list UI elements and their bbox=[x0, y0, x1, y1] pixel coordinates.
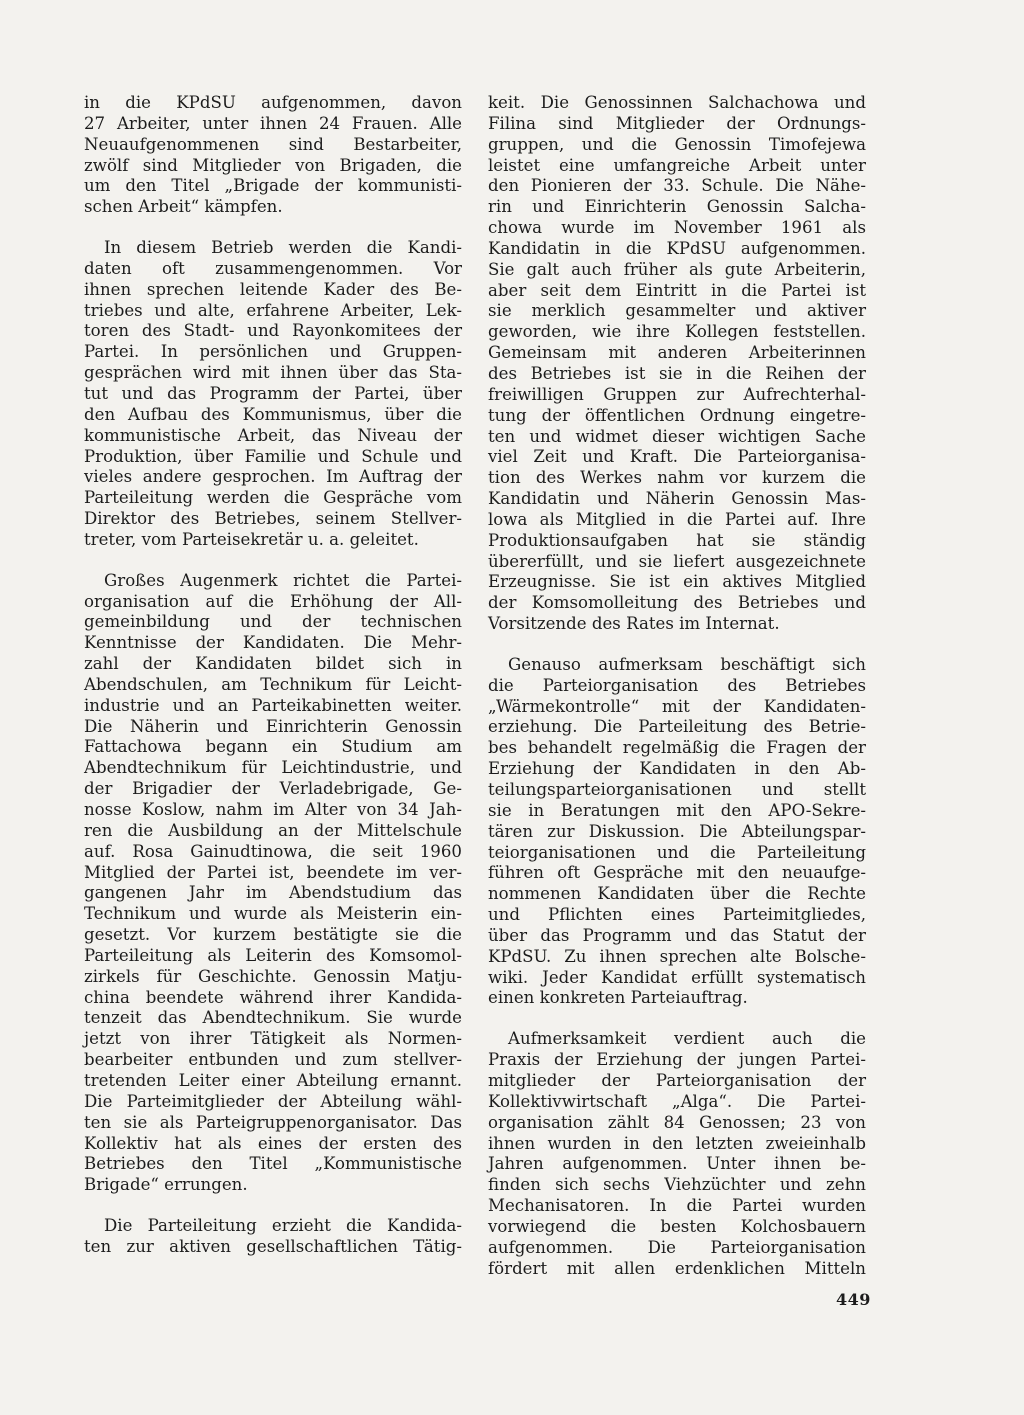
text-line: Betriebes den Titel „Kommunistische bbox=[84, 1154, 462, 1174]
text-line: wiki. Jeder Kandidat erfüllt systematisch bbox=[488, 967, 866, 987]
text-line: die Parteiorganisation des Betriebes bbox=[488, 675, 866, 695]
text-line: sie in Beratungen mit den APO-Sekre- bbox=[488, 800, 866, 820]
text-line: ihnen wurden in den letzten zweieinhalb bbox=[488, 1133, 866, 1153]
text-line: Praxis der Erziehung der jungen Partei- bbox=[488, 1050, 866, 1070]
text-line: aufgenommen. Die Parteiorganisation bbox=[488, 1237, 866, 1257]
text-line: Erziehung der Kandidaten in den Ab- bbox=[488, 759, 866, 779]
text-line: Mechanisatoren. In die Partei wurden bbox=[488, 1196, 866, 1216]
text-line: mitglieder der Parteiorganisation der bbox=[488, 1070, 866, 1090]
paragraph bbox=[84, 1216, 462, 1258]
text-line: daten oft zusammengenommen. Vor bbox=[84, 258, 462, 278]
text-line: erziehung. Die Parteileitung des Betrie- bbox=[488, 717, 866, 737]
text-line: Fattachowa begann ein Studium am bbox=[84, 737, 462, 757]
text-line: des Betriebes ist sie in die Reihen der bbox=[488, 363, 866, 383]
text-line: ten zur aktiven gesellschaftlichen Tätig- bbox=[84, 1236, 462, 1256]
text-line: Produktionsaufgaben hat sie ständig bbox=[488, 530, 866, 550]
text-line: führen oft Gespräche mit den neuaufge- bbox=[488, 863, 866, 883]
text-line: viel Zeit und Kraft. Die Parteiorganisa- bbox=[488, 447, 866, 467]
text-line: organisation zählt 84 Genossen; 23 von bbox=[488, 1112, 866, 1132]
text-line: Abendtechnikum für Leichtindustrie, und bbox=[84, 758, 462, 778]
text-line: Vorsitzende des Rates im Internat. bbox=[488, 614, 780, 634]
text-line: nommenen Kandidaten über die Rechte bbox=[488, 884, 866, 904]
paragraph bbox=[84, 238, 462, 551]
text-line: Neuaufgenommenen sind Bestarbeiter, bbox=[84, 134, 462, 154]
text-line: leistet eine umfangreiche Arbeit unter bbox=[488, 155, 866, 175]
text-line: bes behandelt regelmäßig die Fragen der bbox=[488, 738, 866, 758]
text-line: der Komsomolleitung des Betriebes und bbox=[488, 593, 866, 613]
text-line: triebes und alte, erfahrene Arbeiter, Lek- bbox=[84, 300, 462, 320]
text-line: gesetzt. Vor kurzem bestätigte sie die bbox=[84, 925, 462, 945]
text-line: gesprächen wird mit ihnen über das Sta- bbox=[84, 363, 462, 383]
text-line: tretenden Leiter einer Abteilung ernannt. bbox=[84, 1070, 462, 1090]
text-line: Die Parteimitglieder der Abteilung wähl- bbox=[84, 1091, 462, 1111]
text-line: zwölf sind Mitglieder von Brigaden, die bbox=[84, 155, 462, 175]
text-line: Produktion, über Familie und Schule und bbox=[84, 446, 462, 466]
text-line: „Wärmekontrolle“ mit der Kandidaten- bbox=[488, 696, 866, 716]
text-line: Jahren aufgenommen. Unter ihnen be- bbox=[488, 1154, 866, 1174]
text-line: vorwiegend die besten Kolchosbauern bbox=[488, 1216, 866, 1236]
text-line: der Brigadier der Verladebrigade, Ge- bbox=[84, 779, 462, 799]
text-line: industrie und an Parteikabinetten weiter. bbox=[84, 695, 462, 715]
text-line: In diesem Betrieb werden die Kandi- bbox=[104, 238, 462, 258]
text-line: organisation auf die Erhöhung der All- bbox=[84, 591, 462, 611]
text-line: Kollektiv hat als eines der ersten des bbox=[84, 1133, 462, 1153]
text-line: tung der öffentlichen Ordnung eingetre- bbox=[488, 405, 866, 425]
paragraph bbox=[488, 93, 866, 635]
text-line: lowa als Mitglied in die Partei auf. Ihre bbox=[488, 509, 866, 529]
text-line: Aufmerksamkeit verdient auch die bbox=[508, 1029, 866, 1049]
text-line: keit. Die Genossinnen Salchachowa und bbox=[488, 93, 866, 112]
text-line: gemeinbildung und der technischen bbox=[84, 612, 462, 632]
text-line: nosse Koslow, nahm im Alter von 34 Jah- bbox=[84, 800, 462, 819]
text-line: und Pflichten eines Parteimitgliedes, bbox=[488, 905, 866, 925]
text-line: 27 Arbeiter, unter ihnen 24 Frauen. Alle bbox=[84, 113, 462, 133]
text-line: kommunistische Arbeit, das Niveau der bbox=[84, 425, 462, 445]
text-line: auf. Rosa Gainudtinowa, die seit 1960 bbox=[84, 841, 462, 861]
text-line: treter, vom Parteisekretär u. a. geleitet. bbox=[84, 529, 419, 549]
text-line: den Pionieren der 33. Schule. Die Nähe- bbox=[488, 176, 866, 196]
text-line: schen Arbeit“ kämpfen. bbox=[84, 197, 283, 217]
text-line: Kandidatin in die KPdSU aufgenommen. bbox=[488, 238, 866, 258]
text-line: aber seit dem Eintritt in die Partei ist bbox=[488, 280, 866, 300]
text-line: freiwilligen Gruppen zur Aufrechterhal- bbox=[488, 384, 866, 404]
paragraph bbox=[488, 655, 866, 1009]
text-line: ten sie als Parteigruppenorganisator. Das bbox=[84, 1112, 462, 1132]
paragraph bbox=[84, 571, 462, 1196]
text-line: finden sich sechs Viehzüchter und zehn bbox=[488, 1175, 866, 1195]
text-line: chowa wurde im November 1961 als bbox=[488, 218, 866, 238]
text-line: den Aufbau des Kommunismus, über die bbox=[84, 404, 462, 424]
text-line: rin und Einrichterin Genossin Salcha- bbox=[488, 197, 866, 217]
text-line: zirkels für Geschichte. Genossin Matju- bbox=[84, 966, 462, 986]
text-line: sie merklich gesammelter und aktiver bbox=[488, 301, 866, 321]
text-line: Sie galt auch früher als gute Arbeiterin, bbox=[488, 259, 866, 279]
text-line: in die KPdSU aufgenommen, davon bbox=[84, 93, 462, 112]
text-line: Die Parteileitung erzieht die Kandida- bbox=[104, 1216, 462, 1236]
text-line: vieles andere gesprochen. Im Auftrag der bbox=[84, 467, 462, 487]
text-line: Direktor des Betriebes, seinem Stellver- bbox=[84, 509, 462, 529]
text-line: Partei. In persönlichen und Gruppen- bbox=[84, 342, 462, 362]
right-column bbox=[488, 93, 866, 1299]
text-line: tut und das Programm der Partei, über bbox=[84, 383, 462, 403]
text-line: um den Titel „Brigade der kommunisti- bbox=[84, 176, 462, 196]
text-line: geworden, wie ihre Kollegen feststellen. bbox=[488, 322, 866, 342]
text-line: ten und widmet dieser wichtigen Sache bbox=[488, 426, 866, 446]
text-line: tenzeit das Abendtechnikum. Sie wurde bbox=[84, 1008, 462, 1028]
text-line: einen konkreten Parteiauftrag. bbox=[488, 988, 748, 1008]
text-line: teiorganisationen und die Parteileitung bbox=[488, 842, 866, 862]
text-line: tären zur Diskussion. Die Abteilungspar- bbox=[488, 821, 866, 841]
text-line: Gemeinsam mit anderen Arbeiterinnen bbox=[488, 343, 866, 363]
text-line: über das Programm und das Statut der bbox=[488, 925, 866, 945]
text-line: Kollektivwirtschaft „Alga“. Die Partei- bbox=[488, 1091, 866, 1111]
text-line: toren des Stadt- und Rayonkomitees der bbox=[84, 321, 462, 341]
text-line: Großes Augenmerk richtet die Partei- bbox=[104, 570, 462, 590]
text-line: gruppen, und die Genossin Timofejewa bbox=[488, 134, 866, 154]
paragraph bbox=[84, 93, 462, 218]
text-line: Filina sind Mitglieder der Ordnungs- bbox=[488, 113, 866, 133]
text-line: Kenntnisse der Kandidaten. Die Mehr- bbox=[84, 633, 462, 653]
text-line: Erzeugnisse. Sie ist ein aktives Mitglied bbox=[488, 572, 866, 592]
text-line: Parteileitung werden die Gespräche vom bbox=[84, 488, 462, 508]
text-line: Die Näherin und Einrichterin Genossin bbox=[84, 716, 462, 736]
page-number: 449 bbox=[836, 1290, 871, 1309]
text-line: zahl der Kandidaten bildet sich in bbox=[84, 654, 462, 674]
text-line: Mitglied der Partei ist, beendete im ver- bbox=[84, 862, 462, 882]
text-line: Kandidatin und Näherin Genossin Mas- bbox=[488, 489, 866, 509]
text-line: KPdSU. Zu ihnen sprechen alte Bolsche- bbox=[488, 946, 866, 966]
text-line: bearbeiter entbunden und zum stellver- bbox=[84, 1050, 462, 1070]
text-line: gangenen Jahr im Abendstudium das bbox=[84, 883, 462, 903]
text-line: Parteileitung als Leiterin des Komsomol- bbox=[84, 945, 462, 965]
text-line: jetzt von ihrer Tätigkeit als Normen- bbox=[84, 1029, 462, 1049]
text-line: teilungsparteiorganisationen und stellt bbox=[488, 780, 866, 799]
text-line: ren die Ausbildung an der Mittelschule bbox=[84, 820, 462, 840]
text-line: Abendschulen, am Technikum für Leicht- bbox=[84, 674, 462, 694]
paragraph bbox=[488, 1029, 866, 1279]
text-line: Technikum und wurde als Meisterin ein- bbox=[84, 904, 462, 924]
text-line: fördert mit allen erdenklichen Mitteln bbox=[488, 1258, 866, 1278]
text-line: china beendete während ihrer Kandida- bbox=[84, 987, 462, 1007]
text-line: Brigade“ errungen. bbox=[84, 1175, 248, 1195]
text-line: übererfüllt, und sie liefert ausgezeichnete bbox=[488, 551, 866, 571]
text-line: tion des Werkes nahm vor kurzem die bbox=[488, 468, 866, 488]
text-line: ihnen sprechen leitende Kader des Be- bbox=[84, 279, 462, 299]
text-line: Genauso aufmerksam beschäftigt sich bbox=[508, 654, 866, 674]
left-column bbox=[84, 93, 462, 1278]
